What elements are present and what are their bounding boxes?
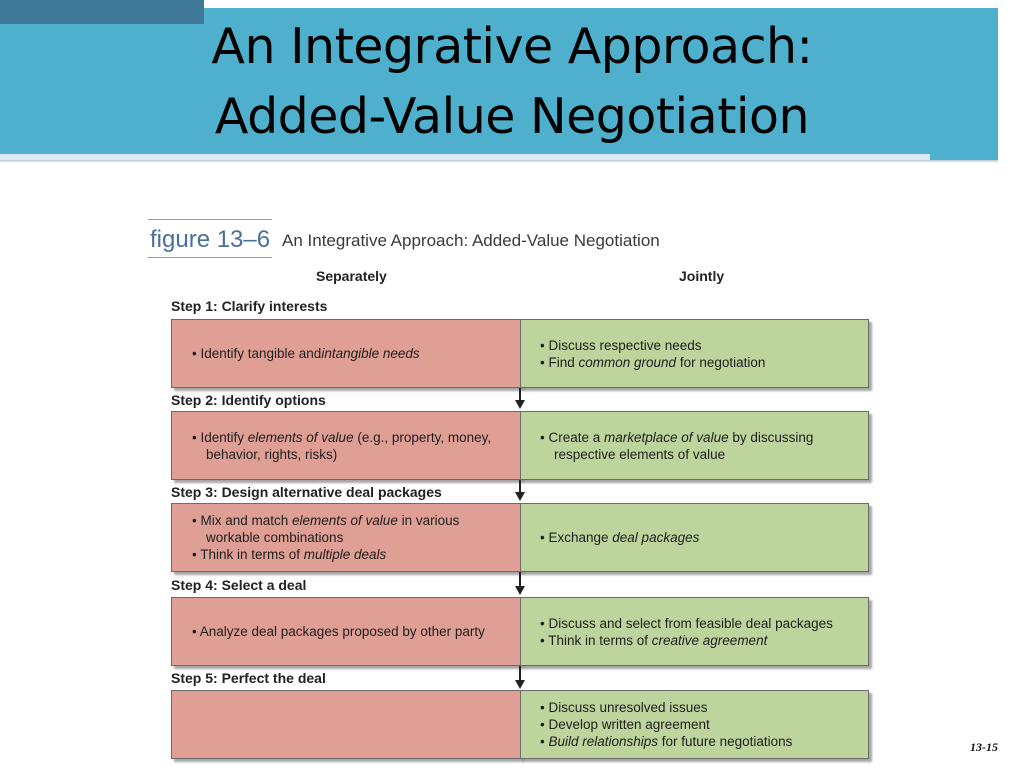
- step-4-arrow-shaft: [519, 666, 521, 680]
- step-3-arrow-shaft: [519, 572, 521, 586]
- step-5-separately-box: [171, 690, 521, 759]
- column-header-jointly: Jointly: [679, 268, 725, 284]
- column-header-separately: Separately: [316, 268, 387, 284]
- step-3-separately-box: [171, 503, 521, 572]
- figure-label-rule-bottom: [148, 257, 272, 258]
- step-2-label: Step 2: Identify options: [171, 392, 326, 408]
- step-3-arrow-head: [515, 586, 525, 595]
- jointly-bullet-line: • Discuss respective needs: [540, 337, 702, 353]
- step-1-label: Step 1: Clarify interests: [171, 298, 328, 314]
- jointly-bullet-line: • Exchange deal packages: [540, 530, 700, 545]
- slide-title-line-1: An Integrative Approach:: [211, 18, 813, 75]
- step-4-jointly-box: [520, 597, 869, 666]
- step-4-arrow-head: [515, 680, 525, 689]
- slide-title-line-2: Added-Value Negotiation: [214, 88, 810, 145]
- separately-bullet-line: • Analyze deal packages proposed by other party: [192, 624, 485, 639]
- jointly-bullet-line: respective elements of value: [554, 446, 726, 462]
- slide-title: [0, 12, 1024, 152]
- step-4-label: Step 4: Select a deal: [171, 577, 307, 593]
- step-5-label: Step 5: Perfect the deal: [171, 670, 326, 686]
- jointly-bullet-line: • Discuss unresolved issues: [540, 700, 708, 715]
- jointly-bullet-line: • Think in terms of creative agreement: [540, 632, 768, 648]
- step-5-jointly-box: [520, 690, 869, 759]
- step-1-arrow-shaft: [519, 388, 521, 400]
- jointly-bullet-line: • Find common ground for negotiation: [540, 354, 766, 370]
- separately-bullet-line: behavior, rights, risks): [206, 446, 338, 462]
- step-2-jointly-box: [520, 411, 869, 480]
- separately-bullet-line: • Identify tangible andintangible needs: [192, 346, 420, 361]
- step-3-label: Step 3: Design alternative deal packages: [171, 484, 442, 500]
- step-2-arrow-head: [515, 492, 525, 501]
- step-2-separately-box: [171, 411, 521, 480]
- figure-label: figure 13–6: [150, 226, 271, 253]
- separately-bullet-line: workable combinations: [206, 530, 344, 545]
- separately-bullet-line: • Identify elements of value (e.g., property, money,: [192, 429, 492, 445]
- page-number: 13-15: [970, 740, 998, 754]
- step-1-separately-box: [171, 319, 521, 388]
- jointly-bullet-line: • Develop written agreement: [540, 717, 710, 732]
- step-1-arrow-head: [515, 400, 525, 409]
- jointly-bullet-line: • Discuss and select from feasible deal packages: [540, 615, 833, 631]
- title-banner-shadow: [0, 160, 998, 163]
- figure-title: An Integrative Approach: Added-Value Negotiation: [282, 231, 660, 250]
- separately-bullet-line: • Mix and match elements of value in various: [192, 513, 460, 528]
- step-4-separately-box: [171, 597, 521, 666]
- figure-label-rule-top: [148, 219, 272, 220]
- step-3-jointly-box: [520, 503, 869, 572]
- jointly-bullet-line: • Build relationships for future negotiations: [540, 734, 793, 749]
- step-2-arrow-shaft: [519, 480, 521, 492]
- separately-bullet-line: • Think in terms of multiple deals: [192, 547, 387, 562]
- step-1-jointly-box: [520, 319, 869, 388]
- jointly-bullet-line: • Create a marketplace of value by discussing: [540, 429, 814, 445]
